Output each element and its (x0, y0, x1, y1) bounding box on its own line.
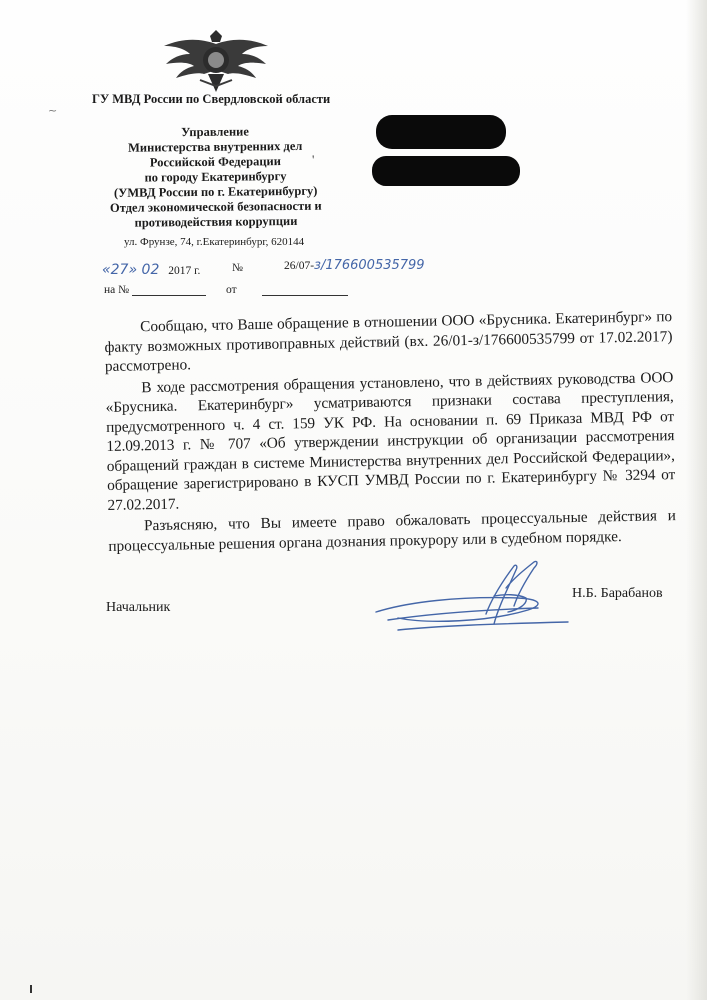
margin-mark: ~ (48, 104, 58, 117)
registration-number-handwritten: з/176600535799 (314, 258, 425, 273)
body-paragraph: Сообщаю, что Ваше обращение в отношении ООО «Брусника. Екатеринбург» по факту возможных противоправных действий (вх. 26/01-з/176600535799 от 17.02.2017) рассмотрено. (104, 308, 673, 375)
department-block (100, 124, 331, 231)
registration-number-row (284, 258, 425, 273)
registration-date-row (102, 262, 200, 278)
reference-date-blank (262, 295, 348, 296)
redacted-recipient (376, 115, 506, 149)
signatory-name: Н.Б. Барабанов (572, 586, 663, 601)
organization-name: ГУ МВД России по Свердловской области (92, 92, 331, 106)
reference-label: на № (104, 284, 130, 296)
body-paragraph: В ходе рассмотрения обращения установлено, что в действиях руководства ООО «Брусника. Екатеринбург» усматриваются признаки состава преступления, предусмотренного ч. 4 ст. 159 УК РФ. На основании п. 69 Приказа МВД РФ от 12.09.2013 г. № 707 «Об утверждении инструкции об организации рассмотрения обращений граждан в системе Министерства внутренних дел Российской Федерации», обращение зарегистрировано в КУСП УМВД России по г. Екатеринбургу № 3294 от 27.02.2017. (105, 368, 676, 514)
department-line: (УМВД России по г. Екатеринбургу) (113, 183, 318, 200)
reference-from-label: от (226, 284, 237, 296)
department-line: по городу Екатеринбургу (144, 169, 287, 185)
department-line: Управление (181, 124, 249, 140)
reference-date-row (226, 284, 348, 296)
body-paragraph: Разъясняю, что Вы имеете право обжаловать процессуальные действия и процессуальные решения органа дознания прокурору или в судебном порядке. (108, 507, 677, 555)
department-line: Отдел экономической безопасности и (109, 198, 322, 215)
letter-body (104, 307, 677, 558)
department-line: Российской Федерации (149, 154, 281, 170)
mvd-emblem-icon (160, 30, 272, 98)
redaction-tick: ' (312, 152, 315, 167)
redacted-recipient-address (372, 156, 520, 186)
reference-row (104, 284, 206, 296)
handwritten-signature (368, 558, 578, 640)
signatory-position: Начальник (106, 600, 171, 615)
registration-number-printed: 26/07- (284, 260, 315, 272)
handwritten-date: «27» 02 (102, 262, 160, 278)
registration-year: 2017 г. (168, 265, 201, 277)
scan-edge (686, 0, 707, 1000)
reference-number-blank (132, 295, 206, 296)
registration-number-sign: № (232, 262, 243, 274)
scan-speck (30, 985, 32, 993)
address: ул. Фрунзе, 74, г.Екатеринбург, 620144 (124, 236, 305, 248)
department-line: противодействия коррупции (134, 213, 298, 230)
department-line: Министерства внутренних дел (128, 138, 303, 155)
